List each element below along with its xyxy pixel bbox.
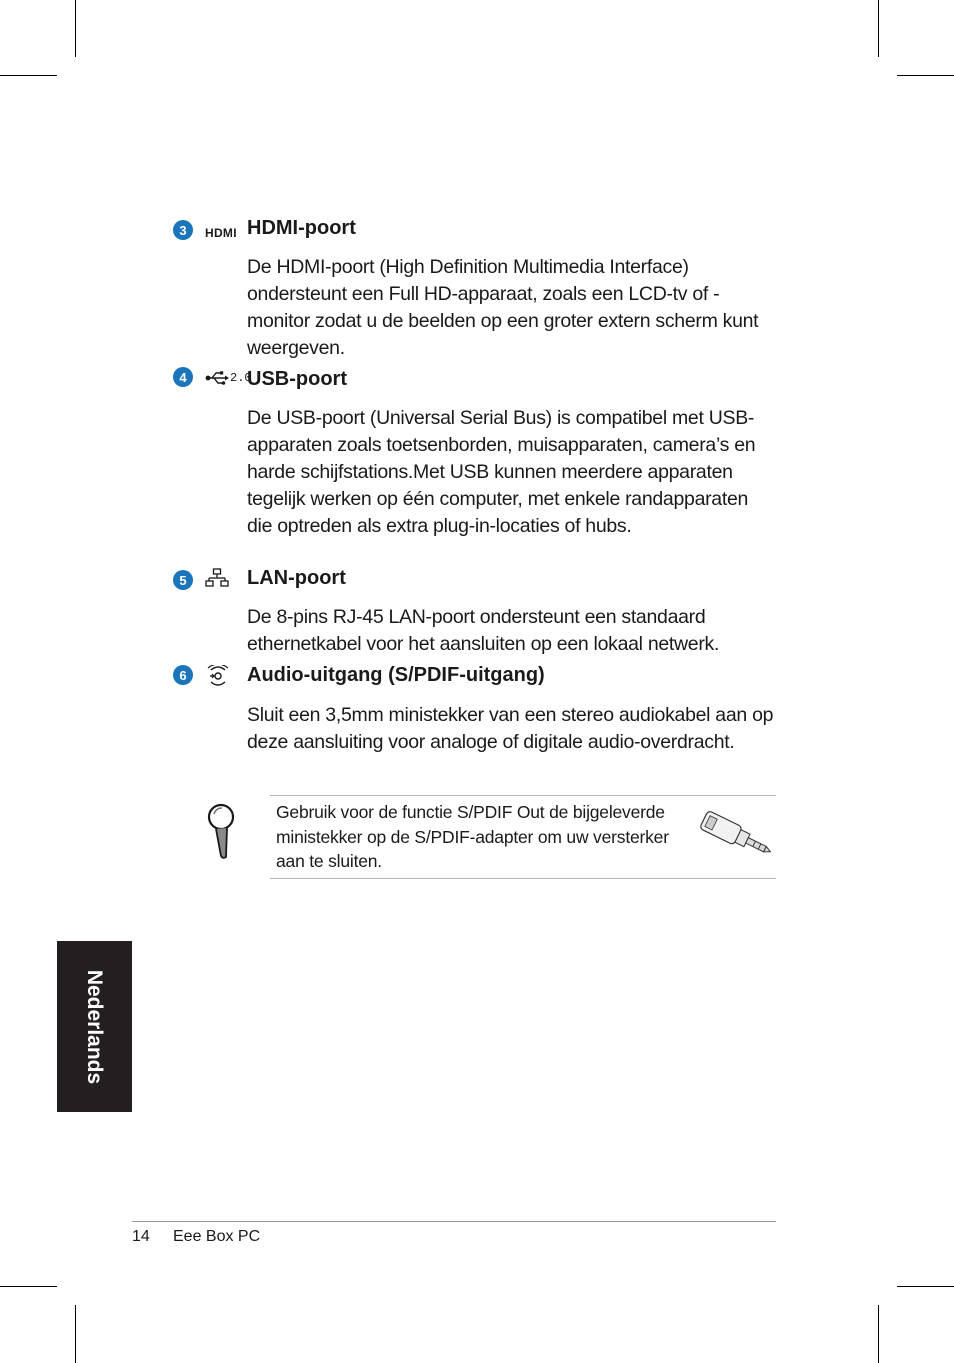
usb-version-label: 2.0 [230,371,252,385]
language-label: Nederlands [83,969,107,1084]
crop-mark [878,1305,879,1363]
footer-title: Eee Box PC [173,1228,261,1245]
section-number-badge: 3 [173,220,193,240]
section-title: LAN-poort [247,567,346,589]
usb-icon [205,370,252,386]
section-body: De 8-pins RJ-45 LAN-poort ondersteunt een standaard ethernetkabel voor het aansluiten op een lokaal netwerk. [247,606,720,655]
section-body: De USB-poort (Universal Serial Bus) is compatibel met USB-apparaten zoals toetsenborden, muisapparaten, camera’s en harde schijfstations.Met USB kunnen meerdere apparaten tegelijk werken op één computer, met enkele randapparaten die optreden als extra plug-in-locaties of hubs. [247,407,756,537]
crop-mark [897,75,954,76]
section-body: De HDMI-poort (High Definition Multimedia Interface) ondersteunt een Full HD-apparaat, zoals een LCD-tv of -monitor zodat u de beelden op een groter extern scherm kunt weergeven. [247,256,759,359]
language-side-tab [57,941,132,1112]
hdmi-icon-label: HDMI [205,226,237,240]
section-title: USB-poort [247,368,347,390]
usb-trident-icon [205,370,229,386]
note-text: Gebruik voor de functie S/PDIF Out de bijgeleverde ministekker op de S/PDIF-adapter om uw versterker aan te sluiten. [276,802,669,871]
section-number-badge: 4 [173,367,193,387]
page-number: 14 [132,1228,150,1245]
section-number-badge: 5 [173,570,193,590]
footer-divider [132,1221,776,1222]
note-box [270,795,776,879]
crop-mark [897,1286,954,1287]
section-body: Sluit een 3,5mm ministekker van een stereo audiokabel aan op deze aansluiting voor analoge of digitale audio-overdracht. [247,704,774,753]
hdmi-icon [205,224,237,242]
crop-mark [878,0,879,57]
crop-mark [0,75,57,76]
section-number-badge: 6 [173,665,193,685]
lan-icon [205,568,229,593]
magnifier-note-icon [205,802,239,865]
crop-mark [75,0,76,57]
section-title: Audio-uitgang (S/PDIF-uitgang) [247,664,545,686]
section-title: HDMI-poort [247,217,356,239]
crop-mark [75,1305,76,1363]
spdif-mini-plug-image [698,808,778,869]
audio-out-icon [205,665,231,692]
crop-mark [0,1286,57,1287]
